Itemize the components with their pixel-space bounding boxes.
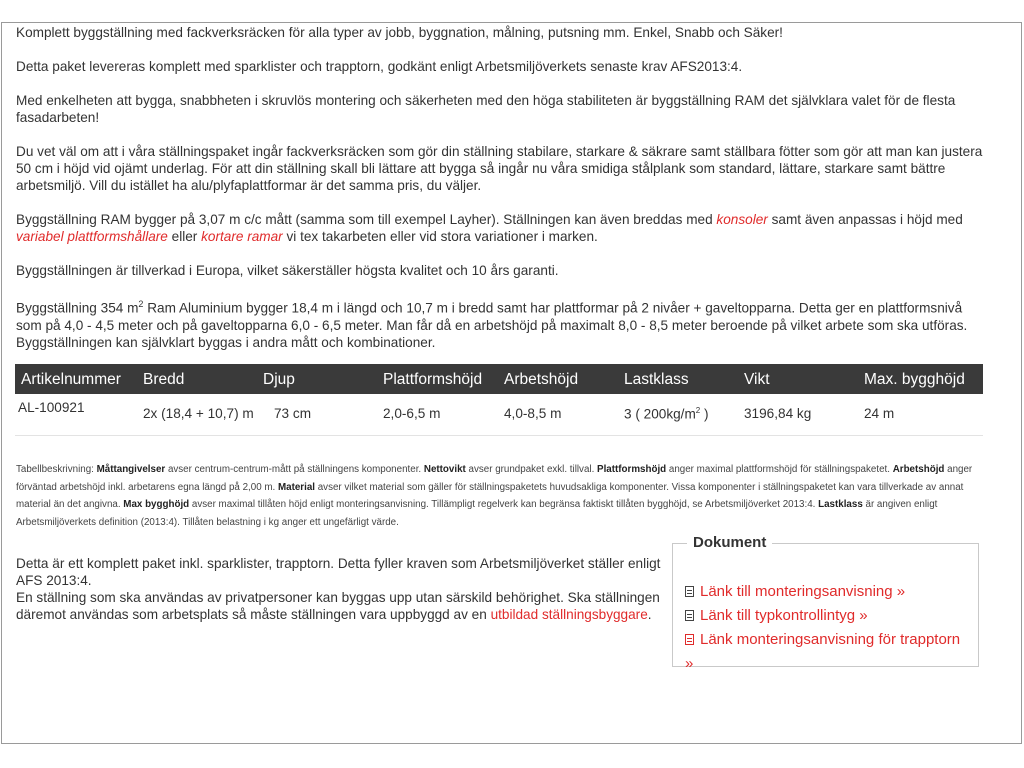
warranty-paragraph: Byggställningen är tillverkad i Europa, vilket säkerställer högsta kvalitet och 10 års garanti. [16,263,559,278]
term: Nettovikt [423,464,466,475]
cell-max-bygghojd: 24 m [864,406,895,421]
table-description [16,461,984,531]
text: eller [167,229,202,244]
header-max-bygghojd: Max. bygghöjd [864,371,965,388]
simplicity-paragraph: Med enkelheten att bygga, snabbheten i skruvlös montering och säkerheten med den höga stabiliteten är byggställning RAM det självklara valet för de flesta fasadarbeten! [16,93,956,125]
text: 3 ( 200kg/m [624,406,696,422]
spec-table [15,364,983,436]
cell-djup: 73 cm [274,406,312,421]
text: Tabellbeskrivning: [16,464,97,475]
text: samt även anpassas i höjd med [767,212,963,227]
superscript: 2 [695,406,701,415]
private-use-text [16,589,666,623]
text: . [647,607,652,622]
table-header [15,364,983,394]
term: Arbetshöjd [892,464,945,475]
text: anger förväntad arbetshöjd inkl. arbetarens egna längd på 2,00 m. [16,464,973,493]
header-djup: Djup [263,371,295,388]
term: Måttangivelser [96,464,166,475]
intro-paragraph: Komplett byggställning med fackverksräcken för alla typer av jobb, byggnation, målning, putsning mm. Enkel, Snabb och Säker! [16,25,783,40]
superscript: 2 [138,299,144,309]
cell-lastklass [624,406,709,422]
variable-platform-holder-link[interactable]: variabel plattformshållare [16,229,168,244]
package-info [16,533,666,623]
header-arbetshojd: Arbetshöjd [504,371,579,388]
term: Plattformshöjd [597,464,667,475]
header-bredd: Bredd [143,371,185,388]
text: avser centrum-centrum-mått på ställningens komponenter. [165,464,424,475]
header-vikt: Vikt [744,371,770,388]
header-artikelnummer: Artikelnummer [21,371,121,388]
product-description [16,24,986,351]
header-lastklass: Lastklass [624,371,689,388]
pdf-icon [685,634,694,645]
text: vi tex takarbeten eller vid stora variationer i marken. [282,229,598,244]
text: avser vilket material som gäller för ställningspaketets huvudsakliga komponenter. Vissa komponenter i ställningspaketet kan vara tillverkade av annat material än det angivna. [16,481,964,510]
text: avser maximal tillåten höjd enligt monteringsanvisning. Tillämpligt regelverk kan begränsa faktiskt tillåten bygghöjd, se Arbetsmiljöverket 2013:4. [189,499,819,510]
text: En ställning som ska användas av privatpersoner kan byggas upp utan särskild behörighet. Ska ställningen däremot användas som arbetsplats så måste ställningen vara uppbyggd av en [16,590,660,622]
documents-list [685,580,970,676]
term: Material [277,481,315,493]
link-label: Länk till typkontrollintyg » [700,607,868,624]
link-label: Länk till monteringsanvisning » [700,583,906,600]
text: Byggställning RAM bygger på 3,07 m c/c mått (samma som till exempel Layher). Ställningen kan även breddas med [16,212,717,227]
documents-title: Dokument [687,534,772,551]
header-plattformshojd: Plattformshöjd [383,371,483,388]
cell-artikelnummer: AL-100921 [18,400,85,415]
text: är angiven enligt Arbetsmiljöverkets definition (2013:4). Tillåten belastning i kg anger ett ungefärligt värde. [16,499,938,528]
document-icon [685,586,694,597]
cell-arbetshojd: 4,0-8,5 m [504,406,562,421]
cell-bredd: 2x (18,4 + 10,7) m [143,406,254,421]
delivery-paragraph: Detta paket levereras komplett med sparklister och trapptorn, godkänt enligt Arbetsmiljöverkets senaste krav AFS2013:4. [16,59,743,74]
specs-paragraph [16,296,986,351]
konsoler-link[interactable]: konsoler [716,212,768,227]
shorter-frames-link[interactable]: kortare ramar [201,229,283,244]
link-label: Länk monteringsanvisning för trapptorn » [685,631,961,672]
package-contents-paragraph: Du vet väl om att i våra ställningspaket ingår fackverksräcken som gör din ställning stabilare, starkare & säkrare samt ställbara fötter som gör att man kan justera 50 cm i höjd vid ojämt underlag. För att din ställning skall bli lättare att bygga så ingår nu våra smidiga stålplank som standard, lättare, starkare samt bättre arbetsmiljö. Vill du istället ha alu/plyfaplattformar är det samma pris, du väljer. [16,144,983,193]
term: Max bygghöjd [123,499,190,510]
text: ) [700,406,709,422]
text: Byggställning 354 m [16,300,139,316]
text: Ram Aluminium bygger 18,4 m i längd och 10,7 m i bredd samt har plattformar på 2 nivåer + gaveltopparna. Detta ger en plattformsnivå som på 4,0 - 4,5 meter och på gaveltopparna 6,0 - 6,5 meter. Man får då en arbetshöjd på maximalt 8,0 - 8,5 meter beroende på vilket arbete som ska utföras. Byggställningen kan självklart byggas i andra mått och kombinationer. [16,300,968,350]
type-certificate-link[interactable] [685,604,970,628]
text: avser grundpaket exkl. tillval. [465,464,598,475]
dimensions-paragraph [16,211,986,245]
documents-box [672,534,979,672]
document-icon [685,610,694,621]
row-divider [15,435,983,436]
table-row [15,394,983,436]
cell-vikt: 3196,84 kg [744,406,812,421]
cell-plattformshojd: 2,0-6,5 m [383,406,441,421]
term: Lastklass [818,499,863,510]
text: anger maximal plattformshöjd för ställningspaketet. [666,464,893,475]
stair-tower-instructions-link[interactable] [685,628,970,676]
trained-builder-link[interactable]: utbildad ställningsbyggare [490,607,648,622]
assembly-instructions-link[interactable] [685,580,970,604]
package-requirements-text: Detta är ett komplett paket inkl. sparklister, trapptorn. Detta fyller kraven som Arbetsmiljöverket ställer enligt AFS 2013:4. [16,556,661,588]
